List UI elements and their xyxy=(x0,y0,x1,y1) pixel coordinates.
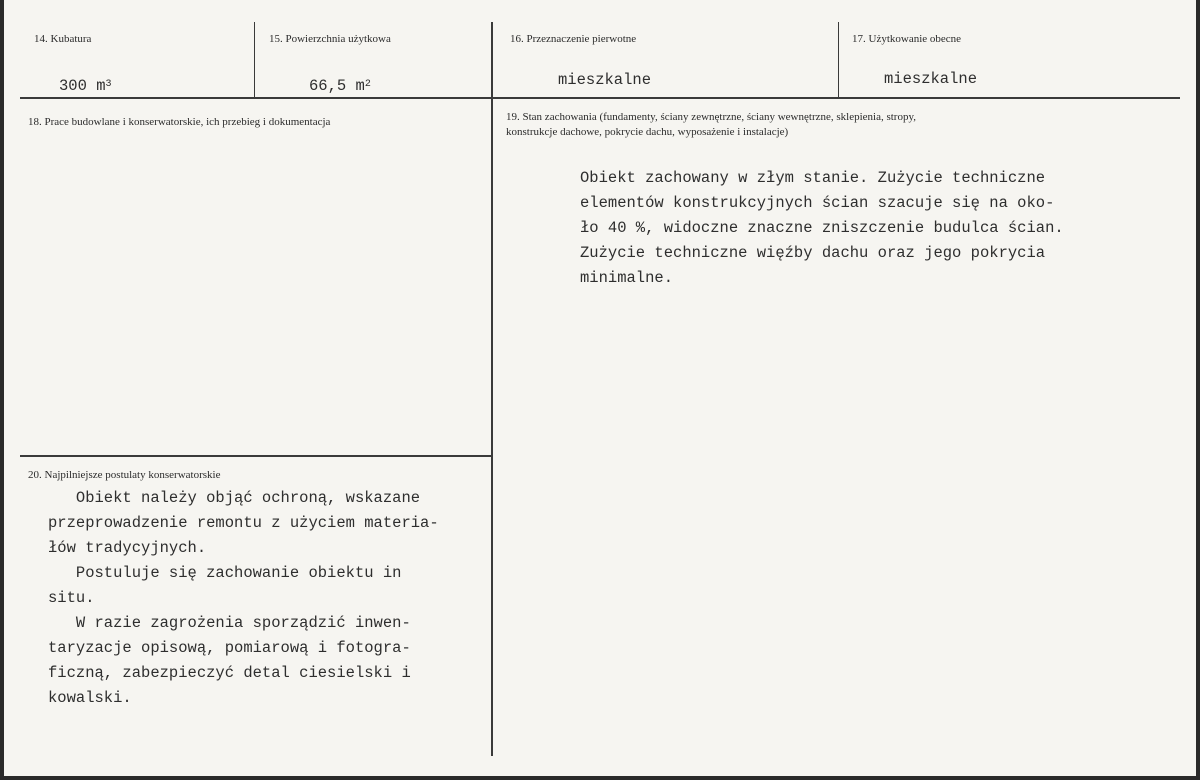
powierzchnia-number: 66,5 m xyxy=(309,77,365,96)
postulaty-text-line: taryzacje opisową, pomiarową i fotogra- xyxy=(48,639,411,657)
postulaty-text-line: W razie zagrożenia sporządzić inwen- xyxy=(48,614,411,632)
divider-16-17 xyxy=(838,22,839,98)
divider-15-16 xyxy=(491,22,493,756)
kubatura-label: 14. Kubatura xyxy=(34,33,92,45)
postulaty-text xyxy=(48,486,439,711)
przeznaczenie-label: 16. Przeznaczenie pierwotne xyxy=(510,33,637,45)
kubatura-number: 300 m xyxy=(59,77,106,96)
stan-text-line: elementów konstrukcyjnych ścian szacuje się na oko- xyxy=(580,194,1055,212)
powierzchnia-exponent: 2 xyxy=(364,79,371,90)
stan-zachowania-label-line2: konstrukcje dachowe, pokrycie dachu, wyposażenie i instalacje) xyxy=(506,126,789,138)
divider-18-20 xyxy=(20,455,492,457)
uzytkowanie-label: 17. Użytkowanie obecne xyxy=(852,33,962,45)
top-row-divider xyxy=(20,97,1180,99)
stan-text-line: Zużycie techniczne więźby dachu oraz jego pokrycia xyxy=(580,244,1046,262)
postulaty-text-line: kowalski. xyxy=(48,689,132,707)
prace-budowlane-label: 18. Prace budowlane i konserwatorskie, ich przebieg i dokumentacja xyxy=(28,116,331,128)
powierzchnia-label: 15. Powierzchnia użytkowa xyxy=(269,33,391,45)
postulaty-text-line: łów tradycyjnych. xyxy=(48,539,207,557)
stan-text-line: Obiekt zachowany w złym stanie. Zużycie techniczne xyxy=(580,169,1046,187)
stan-zachowania-label-line1: 19. Stan zachowania (fundamenty, ściany zewnętrzne, ściany wewnętrzne, sklepienia, stropy, xyxy=(506,111,917,123)
uzytkowanie-value: mieszkalne xyxy=(884,70,978,88)
record-card xyxy=(4,0,1196,776)
postulaty-text-line: situ. xyxy=(48,589,95,607)
kubatura-exponent: 3 xyxy=(105,79,112,90)
postulaty-text-line: przeprowadzenie remontu z użyciem materia- xyxy=(48,514,439,532)
stan-zachowania-text xyxy=(580,166,1064,291)
postulaty-text-line: ficzną, zabezpieczyć detal ciesielski i xyxy=(48,664,411,682)
postulaty-text-line: Postuluje się zachowanie obiektu in xyxy=(48,564,402,582)
kubatura-value xyxy=(59,70,112,99)
stan-text-line: ło 40 %, widoczne znaczne zniszczenie budulca ścian. xyxy=(580,219,1064,237)
divider-14-15 xyxy=(254,22,255,98)
postulaty-text-line: Obiekt należy objąć ochroną, wskazane xyxy=(48,489,421,507)
powierzchnia-value xyxy=(309,70,371,99)
stan-text-line: minimalne. xyxy=(580,269,674,287)
postulaty-label: 20. Najpilniejsze postulaty konserwatorskie xyxy=(28,469,221,481)
przeznaczenie-value: mieszkalne xyxy=(558,71,652,89)
